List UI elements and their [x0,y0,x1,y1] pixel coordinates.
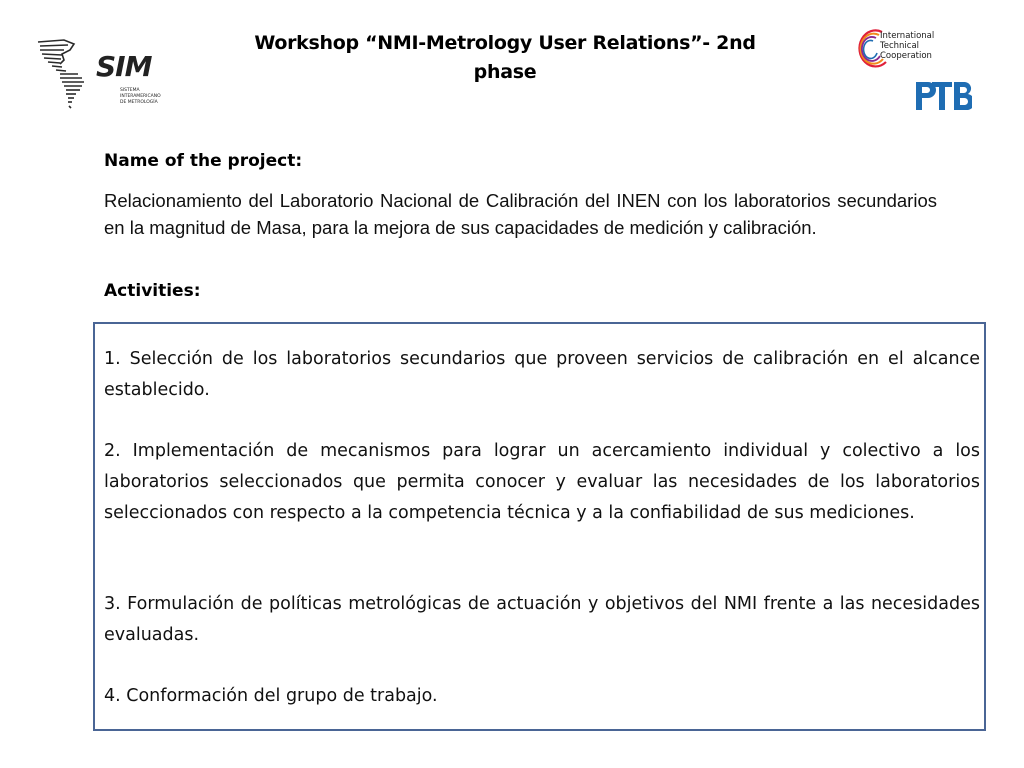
sim-subtitle-line: DE METROLOGÍA [120,100,158,105]
page-title [240,29,770,87]
itc-line: Technical [880,41,920,51]
ptb-logo-mark [916,80,972,110]
activities-heading: Activities: [104,281,201,301]
project-name-heading: Name of the project: [104,151,303,171]
americas-map-icon [34,36,104,114]
sim-logo-text: SIM [96,50,152,83]
sim-subtitle-line: INTERAMERICANO [120,94,161,99]
activity-item: 1. Selección de los laboratorios secundarios que proveen servicios de calibración en el alcance establecido. [104,349,980,400]
title-line-2: phase [473,61,537,83]
activity-item: 2. Implementación de mecanismos para lograr un acercamiento individual y colectivo a los laboratorios seleccionados que permita conocer y evaluar las necesidades de los laboratorios seleccionados con respecto a la competencia técnica y a la confiabilidad de sus mediciones. [104,441,980,523]
sim-subtitle-line: SISTEMA [120,88,140,93]
itc-logo-text [880,31,934,61]
activity-item: 3. Formulación de políticas metrológicas de actuación y objetivos del NMI frente a las necesidades evaluadas. [104,594,980,645]
sim-logo-subtitle [120,88,160,106]
activity-item: 4. Conformación del grupo de trabajo. [104,686,438,706]
itc-line: International [880,31,935,41]
title-line-1: Workshop “NMI-Metrology User Relations”- 2nd [254,32,756,54]
ptb-logo [916,80,972,110]
itc-line: Cooperation [880,51,932,61]
project-description: Relacionamiento del Laboratorio Nacional de Calibración del INEN con los laboratorios secundarios en la magnitud de Masa, para la mejora de sus capacidades de medición y calibración. [104,190,937,238]
sim-logo [34,36,161,116]
activities-box [93,322,986,731]
itc-logo [852,26,962,76]
